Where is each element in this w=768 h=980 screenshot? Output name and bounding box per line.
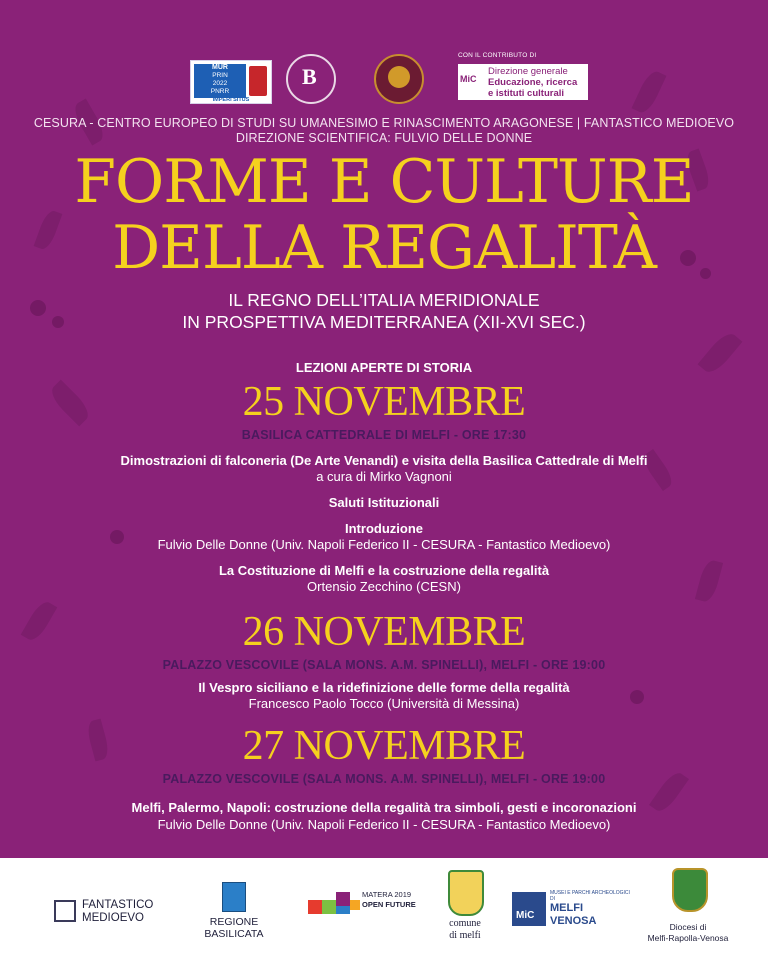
day1-item2-title: Saluti Istituzionali bbox=[328, 495, 440, 510]
regione-basilicata-logo bbox=[182, 882, 286, 940]
museo-mic-label: MiC bbox=[516, 910, 535, 921]
mur-label: MUR bbox=[212, 64, 228, 71]
musei-melfi-venosa-logo bbox=[512, 888, 634, 930]
date-day-1: 25 NOVEMBRE bbox=[242, 379, 526, 425]
matera-squares-icon bbox=[308, 892, 360, 918]
subtitle-line-1: IL REGNO DELL’ITALIA MERIDIONALE bbox=[228, 290, 540, 310]
melfi-crest-icon bbox=[448, 870, 484, 916]
diocesi-line-2: Melfi-Rapolla-Venosa bbox=[647, 933, 729, 943]
mic-label: MiC bbox=[460, 74, 477, 84]
day1-item3-sub: Fulvio Delle Donne (Univ. Napoli Federico II - CESURA - Fantastico Medioevo) bbox=[157, 537, 611, 552]
top-logos bbox=[0, 52, 768, 108]
comune-line-2: di melfi bbox=[449, 930, 481, 941]
venue-day-3: PALAZZO VESCOVILE (SALA MONS. A.M. SPINELLI), MELFI - ORE 19:00 bbox=[162, 772, 606, 786]
title-line-1: FORME E CULTURE bbox=[74, 147, 694, 217]
date-day-3: 27 NOVEMBRE bbox=[242, 723, 526, 769]
university-basilicata-seal bbox=[286, 54, 336, 104]
day2-item1-title: Il Vespro siciliano e la ridefinizione delle forme della regalità bbox=[198, 680, 570, 695]
venue-day-2: PALAZZO VESCOVILE (SALA MONS. A.M. SPINELLI), MELFI - ORE 19:00 bbox=[162, 658, 606, 672]
diocesi-line-1: Diocesi di bbox=[669, 922, 707, 932]
crest-icon bbox=[249, 66, 267, 96]
day3-item1-sub: Fulvio Delle Donne (Univ. Napoli Federico II - CESURA - Fantastico Medioevo) bbox=[157, 817, 611, 832]
museo-small: MUSEI E PARCHI ARCHEOLOGICI DI bbox=[550, 890, 630, 902]
diocese-coat-of-arms-icon bbox=[672, 868, 708, 912]
matera-2019-logo bbox=[308, 886, 418, 922]
museo-mic-box bbox=[512, 892, 546, 926]
matera-line-1: MATERA 2019 bbox=[362, 890, 412, 899]
prin-label: PRIN bbox=[212, 72, 228, 79]
comune-line-1: comune bbox=[449, 918, 481, 929]
footer-logos bbox=[0, 858, 768, 980]
mic-contribution-logo bbox=[458, 52, 598, 102]
seal-emblem-icon bbox=[388, 66, 410, 88]
section-kicker: LEZIONI APERTE DI STORIA bbox=[295, 360, 473, 375]
fantastico-medioevo-logo bbox=[54, 898, 166, 928]
columns-icon bbox=[54, 900, 76, 922]
day1-item4-sub: Ortensio Zecchino (CESN) bbox=[307, 579, 461, 594]
subtitle-line-2: IN PROSPETTIVA MEDITERRANEA (XII-XVI SEC.) bbox=[182, 312, 586, 332]
title-line-2: DELLA REGALITÀ bbox=[112, 213, 656, 283]
prin-pnrr-logo bbox=[190, 60, 272, 104]
imperi-situs-label: IMPERI SITUS bbox=[212, 97, 250, 103]
diocesi-logo bbox=[640, 868, 736, 958]
mic-line-3: e istituti culturali bbox=[488, 88, 565, 99]
day3-item1-title: Melfi, Palermo, Napoli: costruzione della regalità tra simboli, gesti e incoronazioni bbox=[131, 800, 637, 815]
prin-year: 2022 bbox=[212, 80, 228, 87]
basilicata-label: REGIONE BASILICATA bbox=[204, 916, 264, 940]
comune-melfi-logo bbox=[440, 870, 490, 950]
museo-melfi: MELFI bbox=[550, 902, 583, 914]
mic-line-2: Educazione, ricerca bbox=[488, 77, 578, 88]
day1-item3-title: Introduzione bbox=[345, 521, 423, 536]
mic-line-1: Direzione generale bbox=[488, 66, 568, 77]
day2-item1-sub: Francesco Paolo Tocco (Università di Messina) bbox=[248, 696, 520, 711]
day1-item4-title: La Costituzione di Melfi e la costruzione della regalità bbox=[218, 563, 550, 578]
museo-venosa: VENOSA bbox=[550, 915, 597, 927]
fm-line-2: MEDIOEVO bbox=[82, 912, 144, 924]
org-line: CESURA - CENTRO EUROPEO DI STUDI SU UMANESIMO E RINASCIMENTO ARAGONESE | FANTASTICO MEDIOEVO bbox=[33, 116, 735, 130]
direction-line: DIREZIONE SCIENTIFICA: FULVIO DELLE DONNE bbox=[235, 131, 533, 145]
date-day-2: 26 NOVEMBRE bbox=[242, 609, 526, 655]
univ-mark: B bbox=[302, 64, 317, 89]
basilicata-emblem-icon bbox=[222, 882, 246, 912]
cesura-seal bbox=[374, 54, 424, 104]
matera-line-2: OPEN FUTURE bbox=[362, 900, 416, 909]
day1-item1-sub: a cura di Mirko Vagnoni bbox=[316, 469, 452, 484]
contrib-label: CON IL CONTRIBUTO DI bbox=[458, 52, 537, 59]
fm-line-1: FANTASTICO bbox=[82, 899, 154, 911]
pnrr-label: PNRR bbox=[210, 88, 230, 95]
venue-day-1: BASILICA CATTEDRALE DI MELFI - ORE 17:30 bbox=[241, 428, 527, 442]
day1-item1-title: Dimostrazioni di falconeria (De Arte Venandi) e visita della Basilica Cattedrale di Melfi bbox=[120, 453, 648, 468]
